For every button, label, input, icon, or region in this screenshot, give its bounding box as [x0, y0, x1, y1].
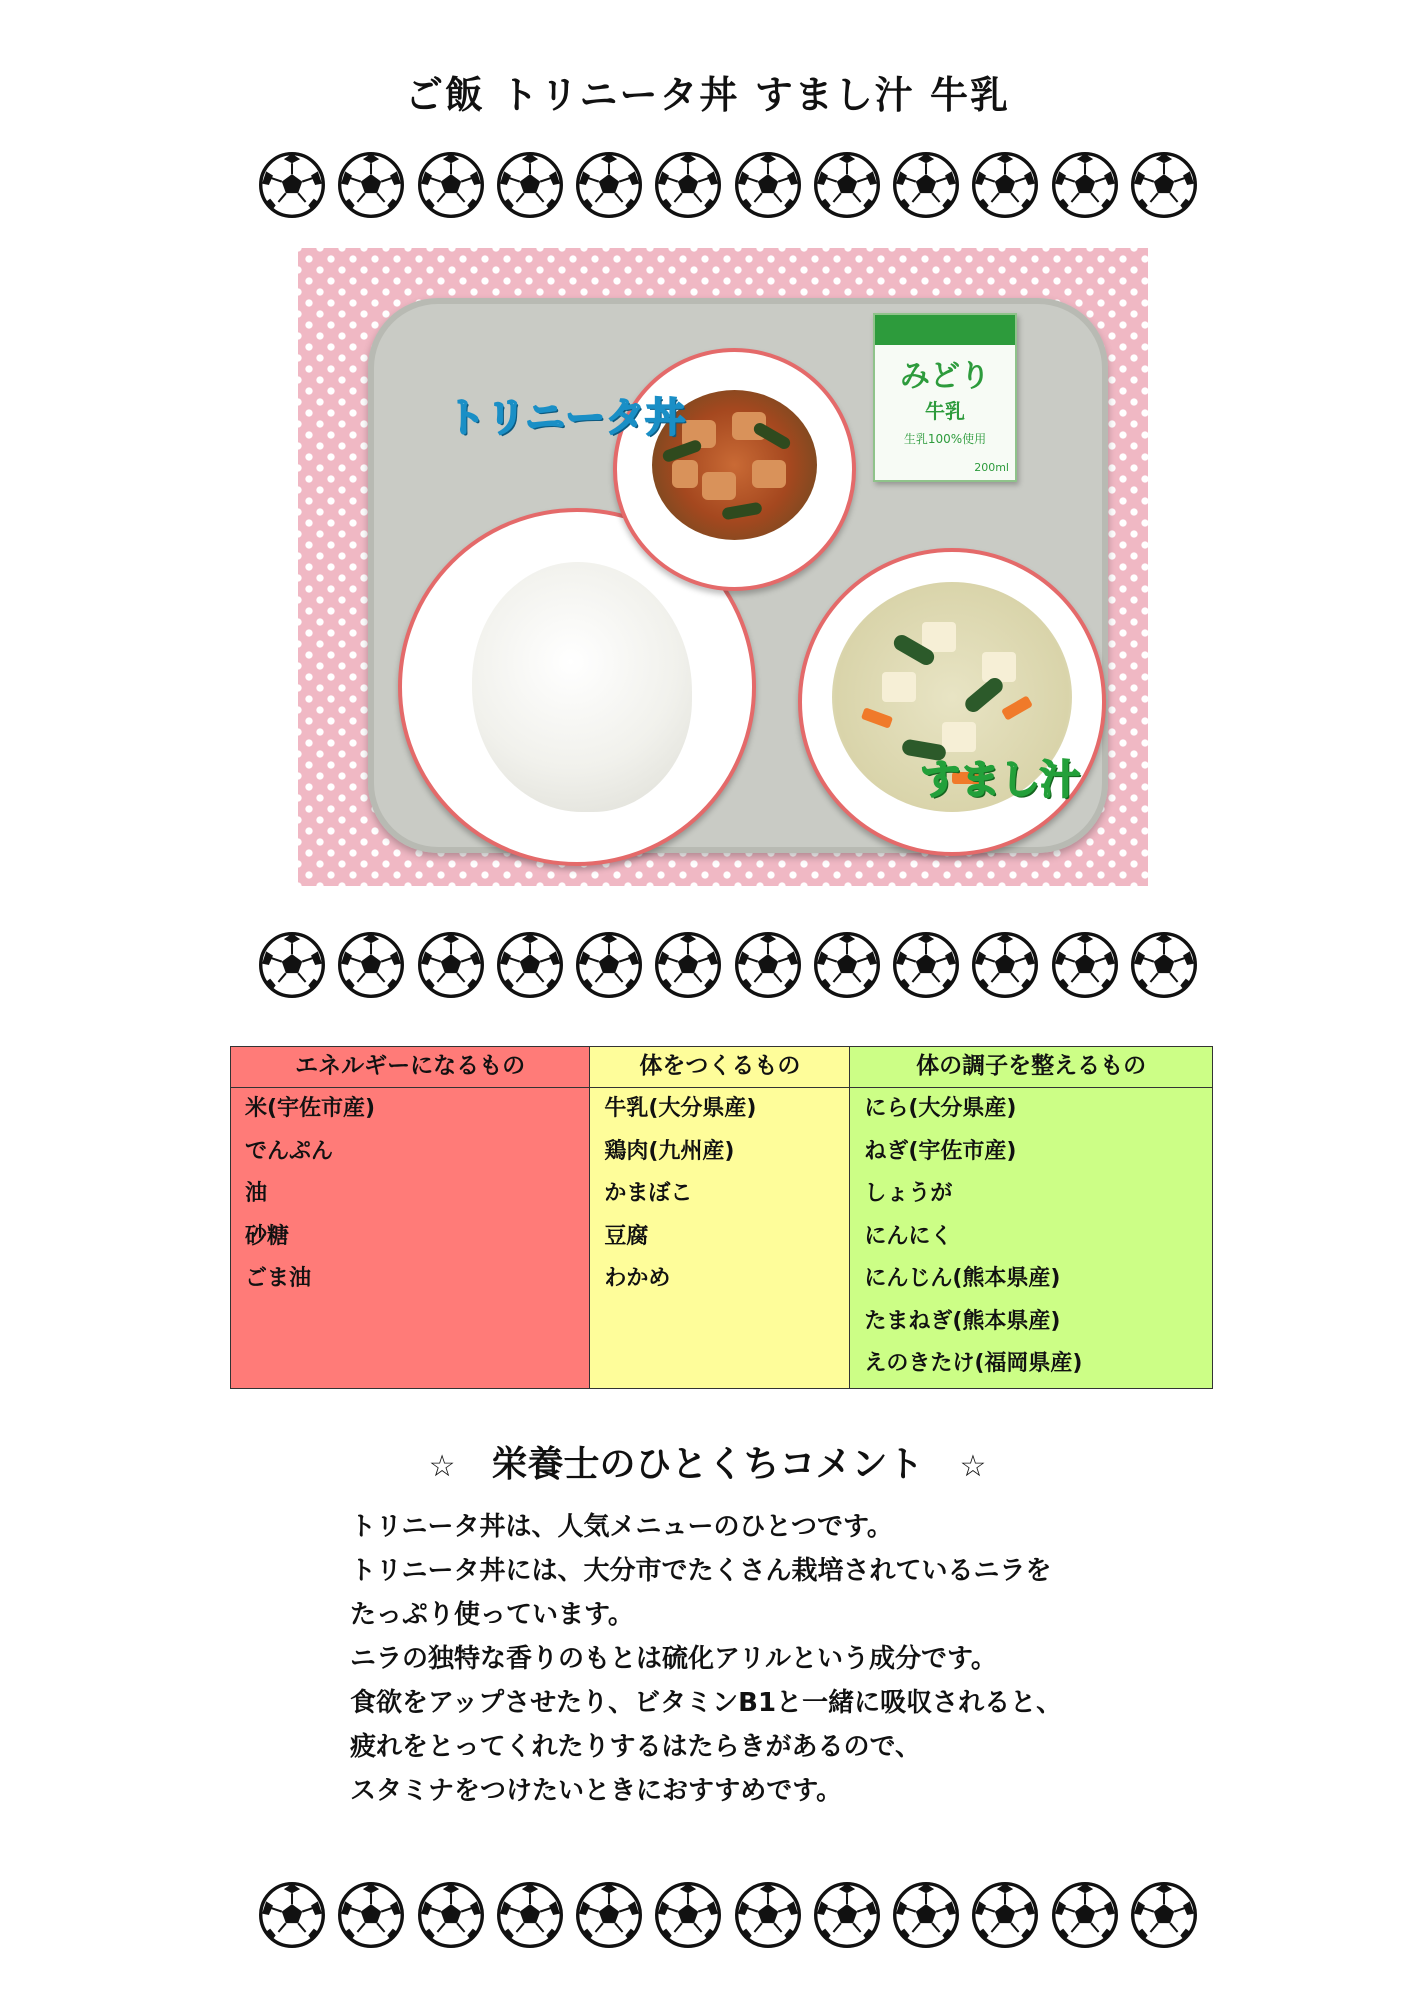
soccer-ball-icon — [892, 1881, 960, 1949]
body-building-foods — [590, 1088, 850, 1389]
soccer-ball-icon — [734, 931, 802, 999]
conditioning-foods — [850, 1088, 1213, 1389]
soccer-ball-icon — [654, 151, 722, 219]
soccer-ball-icon — [258, 931, 326, 999]
comment-line: スタミナをつけたいときにおすすめです。 — [350, 1776, 843, 1806]
milk-brand: みどり — [900, 359, 990, 394]
soccer-ball-divider — [258, 150, 1198, 220]
food-item: たまねぎ(熊本県産) — [864, 1308, 1061, 1334]
comment-line: 疲れをとってくれたりするはたらきがあるので、 — [350, 1732, 921, 1762]
rice — [472, 562, 692, 812]
comment-heading — [0, 1436, 1415, 1487]
soccer-ball-icon — [813, 1881, 881, 1949]
soccer-ball-icon — [417, 931, 485, 999]
comment-line: トリニータ丼には、大分市でたくさん栽培されているニラを — [350, 1556, 1052, 1586]
food-item: えのきたけ(福岡県産) — [864, 1351, 1083, 1376]
food-item: かまぼこ — [604, 1181, 693, 1206]
soccer-ball-icon — [892, 931, 960, 999]
soccer-ball-icon — [654, 931, 722, 999]
comment-line: 食欲をアップさせたり、ビタミンB1と一緒に吸収されると、 — [350, 1688, 1063, 1718]
food-item: わかめ — [604, 1266, 671, 1291]
soccer-ball-icon — [971, 151, 1039, 219]
photo-label-soup: すまし汁 — [920, 757, 1080, 803]
lunch-photo — [298, 248, 1148, 886]
food-item: 米(宇佐市産) — [245, 1096, 376, 1121]
milk-volume: 200ml — [974, 461, 1009, 474]
milk-type: 牛乳 — [925, 399, 965, 423]
comment-line: トリニータ丼は、人気メニューのひとつです。 — [350, 1512, 893, 1542]
milk-note: 生乳100%使用 — [903, 432, 987, 446]
comment-title: 栄養士のひとくちコメント — [491, 1444, 924, 1485]
soccer-ball-icon — [813, 931, 881, 999]
soccer-ball-icon — [496, 931, 564, 999]
soccer-ball-icon — [734, 151, 802, 219]
food-groups-table — [230, 1046, 1213, 1389]
soccer-ball-icon — [258, 151, 326, 219]
header-energy: エネルギーになるもの — [231, 1047, 590, 1088]
soccer-ball-icon — [496, 1881, 564, 1949]
soccer-ball-icon — [654, 1881, 722, 1949]
food-item: 油 — [245, 1181, 268, 1206]
soccer-ball-divider — [258, 930, 1198, 1000]
soccer-ball-icon — [1051, 1881, 1119, 1949]
food-item: 砂糖 — [245, 1223, 290, 1249]
food-item: ごま油 — [245, 1266, 312, 1291]
menu-title: ご飯 トリニータ丼 すまし汁 牛乳 — [405, 73, 1010, 117]
header-conditioning: 体の調子を整えるもの — [850, 1047, 1213, 1088]
milk-carton — [873, 313, 1017, 482]
soccer-ball-icon — [417, 1881, 485, 1949]
soccer-ball-icon — [417, 151, 485, 219]
soup-bowl — [798, 548, 1106, 856]
soccer-ball-icon — [258, 1881, 326, 1949]
food-item: 牛乳(大分県産) — [604, 1096, 757, 1121]
soccer-ball-icon — [575, 931, 643, 999]
soccer-ball-icon — [337, 151, 405, 219]
food-item: でんぷん — [245, 1138, 334, 1164]
food-item: 豆腐 — [604, 1223, 649, 1249]
soccer-ball-icon — [1130, 151, 1198, 219]
photo-label-don: トリニータ丼 — [446, 395, 686, 441]
soccer-ball-icon — [337, 1881, 405, 1949]
energy-foods — [231, 1088, 590, 1389]
food-item: 鶏肉(九州産) — [604, 1138, 735, 1164]
soccer-ball-divider — [258, 1880, 1198, 1950]
soccer-ball-icon — [813, 151, 881, 219]
food-item: しょうが — [864, 1181, 953, 1206]
soccer-ball-icon — [734, 1881, 802, 1949]
comment-body — [350, 1505, 1250, 1813]
food-item: にんじん(熊本県産) — [864, 1266, 1061, 1291]
comment-line: たっぷり使っています。 — [350, 1600, 634, 1630]
trinita-don-bowl — [613, 348, 856, 591]
food-item: にら(大分県産) — [864, 1096, 1017, 1121]
soccer-ball-icon — [1051, 151, 1119, 219]
soccer-ball-icon — [971, 1881, 1039, 1949]
soccer-ball-icon — [892, 151, 960, 219]
soccer-ball-icon — [1051, 931, 1119, 999]
comment-line: ニラの独特な香りのもとは硫化アリルという成分です。 — [350, 1644, 997, 1674]
soccer-ball-icon — [575, 1881, 643, 1949]
header-body-building: 体をつくるもの — [590, 1047, 850, 1088]
soccer-ball-icon — [575, 151, 643, 219]
food-item: ねぎ(宇佐市産) — [864, 1138, 1017, 1164]
food-item: にんにく — [864, 1223, 953, 1249]
soccer-ball-icon — [1130, 931, 1198, 999]
star-icon: ☆ — [959, 1449, 987, 1484]
soccer-ball-icon — [971, 931, 1039, 999]
star-icon: ☆ — [428, 1449, 456, 1484]
soccer-ball-icon — [337, 931, 405, 999]
soccer-ball-icon — [1130, 1881, 1198, 1949]
soccer-ball-icon — [496, 151, 564, 219]
